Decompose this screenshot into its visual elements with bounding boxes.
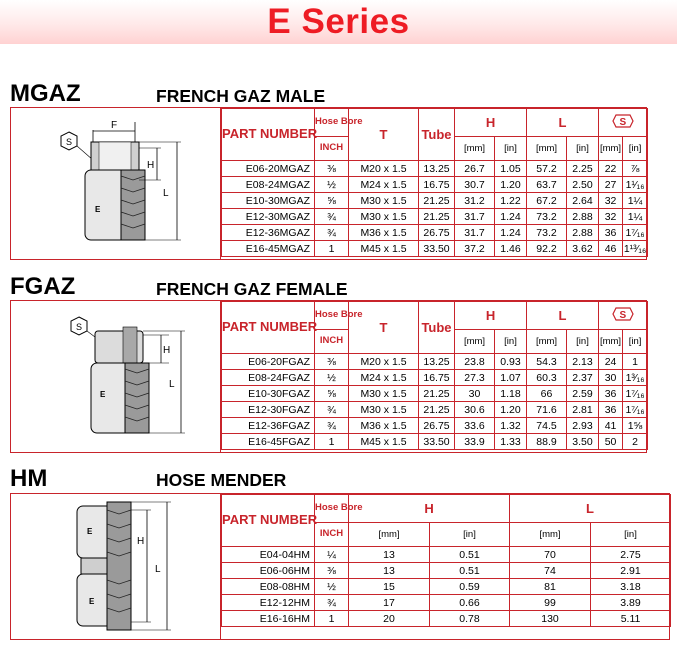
table-cell: 0.78 <box>430 611 510 627</box>
col-header-inch: INCH <box>315 330 349 354</box>
table-cell: 2.50 <box>567 177 599 193</box>
table-row <box>222 241 648 257</box>
table-cell: 73.2 <box>527 225 567 241</box>
table-cell: 73.2 <box>527 209 567 225</box>
mgaz-panel <box>10 107 647 260</box>
table-cell: 57.2 <box>527 161 567 177</box>
table-cell: 67.2 <box>527 193 567 209</box>
unit-mm: [mm] <box>527 137 567 161</box>
table-cell: 31.2 <box>455 193 495 209</box>
hm-diagram <box>11 494 221 639</box>
section-title-mgaz: FRENCH GAZ MALE <box>156 86 326 106</box>
table-cell: 0.66 <box>430 595 510 611</box>
table-cell: E16-16HM <box>222 611 315 627</box>
table-cell: 5.11 <box>591 611 671 627</box>
table-cell: 1.32 <box>495 418 527 434</box>
table-cell: 1.24 <box>495 209 527 225</box>
table-cell: 1¼ <box>623 209 648 225</box>
mgaz-table <box>221 108 648 257</box>
unit-mm: [mm] <box>599 330 623 354</box>
table-cell: 1 <box>315 611 349 627</box>
col-header-h: H <box>349 495 510 523</box>
table-cell: 33.50 <box>419 434 455 450</box>
table-cell: 13.25 <box>419 354 455 370</box>
diagram-logo: E <box>87 527 93 536</box>
table-cell: M45 x 1.5 <box>349 241 419 257</box>
col-header-h: H <box>455 109 527 137</box>
table-cell: E12-12HM <box>222 595 315 611</box>
col-header-s <box>599 109 648 137</box>
table-cell: 2.25 <box>567 161 599 177</box>
col-header-l: L <box>510 495 671 523</box>
table-cell: M36 x 1.5 <box>349 418 419 434</box>
col-header-h: H <box>455 302 527 330</box>
col-header-part-number: PART NUMBER <box>222 302 315 354</box>
col-header-s <box>599 302 648 330</box>
table-row <box>222 402 648 418</box>
hm-fitting-drawing <box>11 494 221 639</box>
table-cell: 1 <box>315 241 349 257</box>
table-cell: 13 <box>349 563 430 579</box>
table-cell: ⅜ <box>315 161 349 177</box>
table-cell: 16.75 <box>419 370 455 386</box>
table-cell: 66 <box>527 386 567 402</box>
hex-s-icon <box>612 114 634 128</box>
table-cell: 21.25 <box>419 402 455 418</box>
table-cell: E06-20FGAZ <box>222 354 315 370</box>
table-cell: 15 <box>349 579 430 595</box>
table-cell: ¼ <box>315 547 349 563</box>
table-cell: 0.51 <box>430 563 510 579</box>
table-cell: 50 <box>599 434 623 450</box>
unit-in: [in] <box>430 523 510 547</box>
table-cell: M30 x 1.5 <box>349 402 419 418</box>
table-row <box>222 370 648 386</box>
table-cell: 1⁷⁄₁₆ <box>623 225 648 241</box>
table-cell: 1⁷⁄₁₆ <box>623 402 648 418</box>
fgaz-table <box>221 301 648 450</box>
table-cell: 32 <box>599 193 623 209</box>
col-header-t: T <box>349 109 419 161</box>
table-cell: 36 <box>599 402 623 418</box>
table-cell: 41 <box>599 418 623 434</box>
table-cell: 0.93 <box>495 354 527 370</box>
diagram-logo: E <box>100 390 106 399</box>
table-cell: M24 x 1.5 <box>349 370 419 386</box>
table-cell: 31.7 <box>455 225 495 241</box>
table-cell: 24 <box>599 354 623 370</box>
table-cell: ¾ <box>315 209 349 225</box>
table-cell: 30 <box>599 370 623 386</box>
table-cell: ½ <box>315 579 349 595</box>
unit-mm: [mm] <box>455 330 495 354</box>
table-row <box>222 386 648 402</box>
table-row <box>222 563 671 579</box>
table-cell: 2.13 <box>567 354 599 370</box>
col-header-inch: INCH <box>315 137 349 161</box>
unit-in: [in] <box>495 330 527 354</box>
table-cell: 1.18 <box>495 386 527 402</box>
table-row <box>222 547 671 563</box>
col-header-part-number: PART NUMBER <box>222 495 315 547</box>
section-code-mgaz: MGAZ <box>10 80 81 107</box>
table-cell: 74.5 <box>527 418 567 434</box>
table-row <box>222 579 671 595</box>
table-row <box>222 418 648 434</box>
table-cell: 30.6 <box>455 402 495 418</box>
table-cell: 81 <box>510 579 591 595</box>
diagram-logo: E <box>95 205 101 214</box>
table-row <box>222 225 648 241</box>
table-cell: M30 x 1.5 <box>349 209 419 225</box>
table-cell: 2.37 <box>567 370 599 386</box>
table-cell: 31.7 <box>455 209 495 225</box>
table-cell: 3.62 <box>567 241 599 257</box>
table-cell: 30.7 <box>455 177 495 193</box>
table-cell: 21.25 <box>419 386 455 402</box>
table-cell: 21.25 <box>419 193 455 209</box>
table-cell: 37.2 <box>455 241 495 257</box>
table-cell: 2.91 <box>591 563 671 579</box>
diagram-label-s: S <box>76 322 83 332</box>
unit-mm: [mm] <box>349 523 430 547</box>
table-cell: 36 <box>599 386 623 402</box>
table-cell: 32 <box>599 209 623 225</box>
fgaz-diagram <box>11 301 221 452</box>
table-cell: 2.81 <box>567 402 599 418</box>
fgaz-fitting-drawing <box>11 301 221 452</box>
table-cell: ⅝ <box>315 193 349 209</box>
table-cell: 36 <box>599 225 623 241</box>
diagram-label-h: H <box>137 536 145 547</box>
table-cell: 74 <box>510 563 591 579</box>
header-banner <box>0 0 677 44</box>
table-cell: 88.9 <box>527 434 567 450</box>
unit-in: [in] <box>567 137 599 161</box>
table-cell: 1 <box>623 354 648 370</box>
table-cell: 1¹³⁄₁₆ <box>623 242 647 255</box>
table-cell: 60.3 <box>527 370 567 386</box>
table-cell: 2.59 <box>567 386 599 402</box>
table-cell: ½ <box>315 177 349 193</box>
diagram-label-h: H <box>163 345 171 356</box>
col-header-t: T <box>349 302 419 354</box>
table-cell: M30 x 1.5 <box>349 193 419 209</box>
table-cell: M30 x 1.5 <box>349 386 419 402</box>
table-cell: E08-24FGAZ <box>222 370 315 386</box>
table-cell: 21.25 <box>419 209 455 225</box>
table-cell: 27 <box>599 177 623 193</box>
col-header-part-number: PART NUMBER <box>222 109 315 161</box>
table-row <box>222 434 648 450</box>
table-cell: 33.50 <box>419 241 455 257</box>
unit-mm: [mm] <box>510 523 591 547</box>
unit-mm: [mm] <box>527 330 567 354</box>
table-cell: E10-30FGAZ <box>222 386 315 402</box>
table-cell: E10-30MGAZ <box>222 193 315 209</box>
table-cell: 3.89 <box>591 595 671 611</box>
hm-panel <box>10 493 670 640</box>
unit-in: [in] <box>623 330 648 354</box>
section-code-fgaz: FGAZ <box>10 273 76 300</box>
table-cell: 13.25 <box>419 161 455 177</box>
table-row <box>222 209 648 225</box>
table-cell: E06-06HM <box>222 563 315 579</box>
table-cell: 0.51 <box>430 547 510 563</box>
table-cell: ⅝ <box>315 386 349 402</box>
table-cell: 23.8 <box>455 354 495 370</box>
table-cell: 27.3 <box>455 370 495 386</box>
table-cell: 0.59 <box>430 579 510 595</box>
table-cell: E16-45FGAZ <box>222 434 315 450</box>
table-cell: 1⁷⁄₁₆ <box>623 386 648 402</box>
table-cell: 46 <box>599 241 623 257</box>
table-cell: ¾ <box>315 225 349 241</box>
section-title-hm: HOSE MENDER <box>156 470 287 490</box>
table-cell: 20 <box>349 611 430 627</box>
fgaz-panel <box>10 300 647 453</box>
table-cell: ¾ <box>315 402 349 418</box>
col-header-l: L <box>527 109 599 137</box>
col-header-hose-bore: Hose Bore <box>315 109 349 137</box>
table-cell: ¾ <box>315 595 349 611</box>
col-header-inch: INCH <box>315 523 349 547</box>
table-cell: E08-24MGAZ <box>222 177 315 193</box>
table-cell: 3.50 <box>567 434 599 450</box>
table-cell: 1.46 <box>495 241 527 257</box>
table-cell: 2.64 <box>567 193 599 209</box>
diagram-label-l: L <box>163 188 169 199</box>
table-cell: 1¼ <box>623 193 648 209</box>
diagram-label-s: S <box>66 137 73 147</box>
table-cell: M45 x 1.5 <box>349 434 419 450</box>
table-cell: 54.3 <box>527 354 567 370</box>
section-code-hm: HM <box>10 465 48 492</box>
diagram-logo: E <box>89 597 95 606</box>
table-cell: 1.22 <box>495 193 527 209</box>
mgaz-fitting-drawing <box>11 108 221 259</box>
table-cell: 1.20 <box>495 402 527 418</box>
table-cell: E06-20MGAZ <box>222 161 315 177</box>
table-cell: 92.2 <box>527 241 567 257</box>
col-header-tube: Tube <box>419 109 455 161</box>
unit-mm: [mm] <box>455 137 495 161</box>
table-cell: 1.20 <box>495 177 527 193</box>
table-cell: 1¹⁄₁₆ <box>623 177 648 193</box>
unit-in: [in] <box>623 137 648 161</box>
section-title-fgaz: FRENCH GAZ FEMALE <box>156 279 348 299</box>
table-cell: 1.33 <box>495 434 527 450</box>
table-cell: M24 x 1.5 <box>349 177 419 193</box>
table-cell: ½ <box>315 370 349 386</box>
table-cell: 30 <box>455 386 495 402</box>
table-cell: 17 <box>349 595 430 611</box>
table-row <box>222 611 671 627</box>
col-header-tube: Tube <box>419 302 455 354</box>
table-cell: ⅜ <box>315 563 349 579</box>
table-cell: 1⅝ <box>623 418 648 434</box>
col-header-l: L <box>527 302 599 330</box>
table-cell: 2.93 <box>567 418 599 434</box>
table-cell: M20 x 1.5 <box>349 354 419 370</box>
table-cell: ⅞ <box>623 161 648 177</box>
col-header-hose-bore: Hose Bore <box>315 495 349 523</box>
table-cell: 26.75 <box>419 418 455 434</box>
table-cell: ⅜ <box>315 354 349 370</box>
page-title: E Series <box>267 2 410 41</box>
table-row <box>222 354 648 370</box>
table-cell: E12-36MGAZ <box>222 225 315 241</box>
diagram-label-l: L <box>169 379 175 390</box>
table-cell: 33.6 <box>455 418 495 434</box>
svg-text:S: S <box>619 117 627 128</box>
hm-table <box>221 494 671 627</box>
col-header-hose-bore: Hose Bore <box>315 302 349 330</box>
hex-s-icon <box>612 307 634 321</box>
table-cell: 16.75 <box>419 177 455 193</box>
table-cell: 99 <box>510 595 591 611</box>
table-cell: 1.05 <box>495 161 527 177</box>
table-cell: M36 x 1.5 <box>349 225 419 241</box>
table-row <box>222 177 648 193</box>
table-cell: 1.07 <box>495 370 527 386</box>
mgaz-diagram <box>11 108 221 259</box>
table-cell: E16-45MGAZ <box>222 241 315 257</box>
unit-mm: [mm] <box>599 137 623 161</box>
table-cell: 26.75 <box>419 225 455 241</box>
table-cell: 1.24 <box>495 225 527 241</box>
table-cell: 1 <box>315 434 349 450</box>
table-row <box>222 595 671 611</box>
svg-text:S: S <box>619 310 627 321</box>
table-cell: 13 <box>349 547 430 563</box>
diagram-label-l: L <box>155 564 161 575</box>
table-cell: E12-36FGAZ <box>222 418 315 434</box>
table-cell: 1³⁄₁₆ <box>623 370 648 386</box>
unit-in: [in] <box>591 523 671 547</box>
table-cell: E12-30MGAZ <box>222 209 315 225</box>
table-cell: E12-30FGAZ <box>222 402 315 418</box>
table-cell: M20 x 1.5 <box>349 161 419 177</box>
table-cell: 71.6 <box>527 402 567 418</box>
table-cell: 22 <box>599 161 623 177</box>
table-cell: 130 <box>510 611 591 627</box>
table-cell: 33.9 <box>455 434 495 450</box>
unit-in: [in] <box>495 137 527 161</box>
table-row <box>222 161 648 177</box>
table-cell: E04-04HM <box>222 547 315 563</box>
table-cell: 26.7 <box>455 161 495 177</box>
table-cell: 3.18 <box>591 579 671 595</box>
table-cell: ¾ <box>315 418 349 434</box>
table-row <box>222 193 648 209</box>
table-cell: E08-08HM <box>222 579 315 595</box>
diagram-label-f: F <box>111 120 118 131</box>
table-cell: 2 <box>623 434 648 450</box>
table-cell: 2.75 <box>591 547 671 563</box>
table-cell: 70 <box>510 547 591 563</box>
diagram-label-h: H <box>147 160 155 171</box>
table-cell: 2.88 <box>567 225 599 241</box>
unit-in: [in] <box>567 330 599 354</box>
table-cell: 2.88 <box>567 209 599 225</box>
table-cell: 63.7 <box>527 177 567 193</box>
